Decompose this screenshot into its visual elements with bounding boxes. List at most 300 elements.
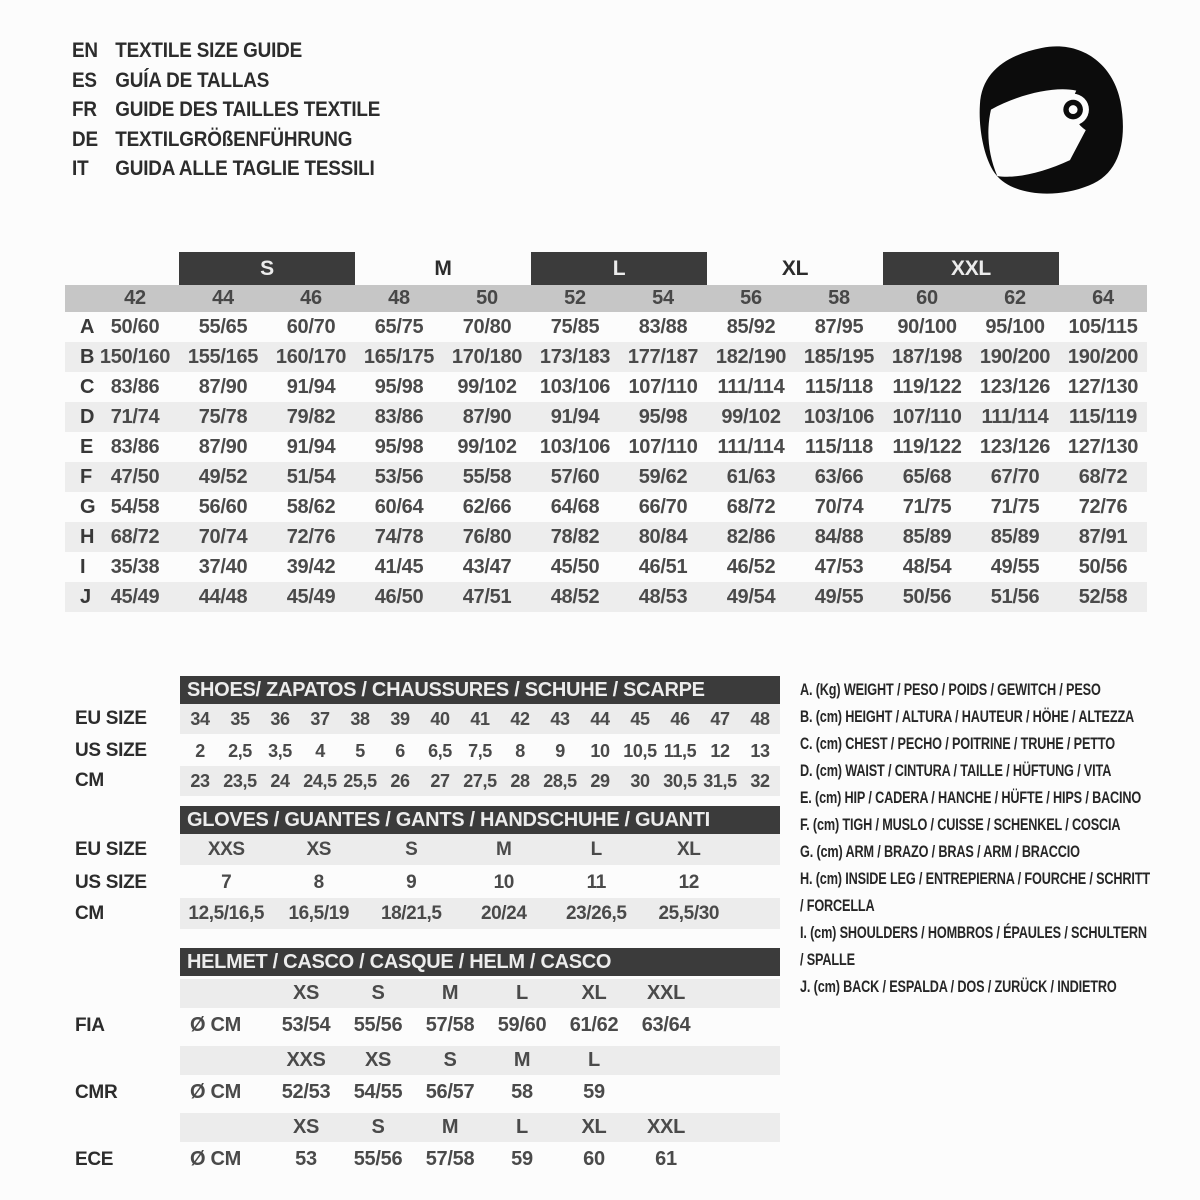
value-cell: 23,5 — [223, 770, 257, 791]
value-cell: 37 — [310, 708, 330, 729]
textile-value-cell: 70/74 — [814, 495, 864, 518]
value-cell: 38 — [350, 708, 370, 729]
textile-row-label: B — [80, 345, 95, 368]
language-row — [72, 36, 380, 66]
value-cell: 30 — [630, 770, 650, 791]
row-values — [180, 898, 780, 929]
textile-value-cell: 150/160 — [99, 345, 171, 368]
guide-title: GUIDE DES TAILLES TEXTILE — [115, 98, 381, 121]
textile-value-cell: 48/54 — [902, 555, 952, 578]
value-cell: 28,5 — [543, 770, 577, 791]
textile-value-cell: 115/119 — [1069, 405, 1137, 428]
value-cell: 5 — [355, 740, 365, 761]
textile-numeric-size-band — [65, 285, 1147, 312]
diameter-unit-label: Ø CM — [190, 1148, 242, 1170]
textile-value-cell: 105/115 — [1068, 315, 1138, 338]
textile-value-cell: 50/56 — [902, 585, 952, 608]
value-cell: 27,5 — [463, 770, 497, 791]
textile-value-cell: 107/110 — [628, 375, 698, 398]
size-group-XL: XL — [781, 256, 809, 280]
textile-value-cell: 48/52 — [550, 585, 600, 608]
textile-value-cell: 37/40 — [198, 555, 248, 578]
textile-value-cell: 123/126 — [979, 435, 1051, 458]
textile-value-cell: 49/55 — [990, 555, 1040, 578]
textile-value-cell: 70/74 — [198, 525, 248, 548]
textile-value-cell: 111/114 — [717, 375, 785, 398]
textile-value-cell: 74/78 — [374, 525, 424, 548]
helmet-size-cell: L — [516, 982, 528, 1004]
textile-value-cell: 39/42 — [286, 555, 336, 578]
textile-value-cell: 46/50 — [374, 585, 424, 608]
textile-row-F — [65, 462, 1147, 492]
helmet-size-cell: XL — [581, 982, 607, 1004]
helmet-size-cell: S — [443, 1049, 457, 1071]
language-row — [72, 154, 380, 184]
helmet-value-cell: 59/60 — [497, 1014, 547, 1036]
size-group-S: S — [179, 252, 355, 285]
shoes-table-title: SHOES/ ZAPATOS / CHAUSSURES / SCHUHE / SCARPE — [180, 676, 780, 704]
textile-value-cell: 99/102 — [457, 375, 517, 398]
value-cell: 2 — [195, 740, 205, 761]
language-code: FR — [72, 98, 97, 121]
size-row-eu-size — [75, 704, 780, 734]
value-cell: 11,5 — [663, 740, 697, 761]
textile-value-cell: 85/89 — [990, 525, 1040, 548]
textile-value-cell: 65/75 — [374, 315, 424, 338]
textile-value-cell: 155/165 — [187, 345, 259, 368]
guide-title: TEXTILGRÖßENFÜHRUNG — [115, 127, 353, 151]
textile-value-cell: 95/98 — [374, 375, 424, 398]
textile-value-cell: 187/198 — [891, 345, 963, 368]
textile-value-cell: 51/54 — [286, 465, 336, 488]
legend-item: E. (cm) HIP / CADERA / HANCHE / HÜFTE / HIPS / BACINO — [800, 788, 1142, 807]
helmet-value-cell: 56/57 — [425, 1081, 475, 1103]
textile-value-cell: 87/90 — [462, 405, 512, 428]
value-cell: 39 — [390, 708, 410, 729]
value-cell: L — [590, 838, 602, 860]
helmet-data-values — [180, 1142, 780, 1177]
textile-value-cell: 62/66 — [462, 495, 512, 518]
numeric-size-cell: 46 — [300, 287, 322, 309]
helmet-size-cell: XXL — [647, 1116, 685, 1138]
textile-row-I — [65, 552, 1147, 582]
helmet-value-cell: 57/58 — [425, 1014, 475, 1036]
diameter-unit-label: Ø CM — [190, 1014, 242, 1036]
shoes-table-rows — [75, 704, 780, 796]
textile-value-cell: 91/94 — [550, 405, 600, 428]
textile-row-label: F — [80, 465, 92, 488]
textile-value-cell: 182/190 — [715, 345, 787, 368]
helmet-sizes-values — [180, 979, 780, 1008]
textile-value-cell: 59/62 — [638, 465, 688, 488]
textile-value-cell: 190/200 — [1067, 345, 1139, 368]
value-cell: M — [496, 838, 512, 860]
helmet-data-row-fia — [75, 1008, 780, 1043]
textile-value-cell: 75/78 — [198, 405, 248, 428]
helmet-size-cell: M — [513, 1049, 531, 1071]
standard-label: CMR — [75, 1081, 118, 1103]
value-cell: 3,5 — [268, 740, 292, 761]
helmet-value-cell: 53/54 — [281, 1014, 331, 1036]
textile-row-label: H — [80, 525, 95, 548]
textile-value-cell: 35/38 — [110, 555, 160, 578]
row-label: CM — [75, 770, 104, 791]
measurement-legend — [800, 676, 1150, 1000]
textile-value-cell: 45/50 — [550, 555, 600, 578]
numeric-size-cell: 54 — [652, 287, 674, 309]
textile-value-cell: 119/122 — [892, 435, 962, 458]
numeric-size-cell: 48 — [388, 287, 410, 309]
textile-value-cell: 45/49 — [286, 585, 336, 608]
size-row-cm — [75, 766, 780, 796]
row-label-spacer — [75, 1046, 180, 1075]
row-label-spacer — [75, 979, 180, 1008]
value-cell: 36 — [270, 708, 290, 729]
textile-row-J — [65, 582, 1147, 612]
numeric-size-cell: 64 — [1092, 287, 1114, 309]
language-code: EN — [72, 39, 98, 62]
gloves-size-section — [75, 806, 780, 929]
numeric-size-cell: 44 — [212, 287, 234, 309]
textile-value-cell: 45/49 — [110, 585, 160, 608]
row-label: EU SIZE — [75, 838, 147, 860]
textile-value-cell: 83/88 — [638, 315, 688, 338]
helmet-sizes-values — [180, 1113, 780, 1142]
helmet-size-cell: XS — [292, 1116, 320, 1138]
value-cell: 24 — [270, 770, 290, 791]
textile-row-label: I — [80, 555, 86, 578]
textile-value-cell: 72/76 — [1078, 495, 1128, 518]
guide-title: GUIDA ALLE TAGLIE TESSILI — [115, 157, 375, 180]
textile-value-cell: 49/55 — [814, 585, 864, 608]
helmet-value-cell: 61 — [655, 1148, 677, 1170]
textile-row-label: A — [80, 315, 95, 338]
legend-item: D. (cm) WAIST / CINTURA / TAILLE / HÜFTUNG / VITA — [800, 761, 1112, 780]
textile-value-cell: 90/100 — [897, 315, 957, 338]
legend-item: F. (cm) TIGH / MUSLO / CUISSE / SCHENKEL / COSCIA — [800, 815, 1121, 834]
size-group-XXL: XXL — [883, 252, 1059, 285]
helmet-size-section — [75, 948, 780, 1177]
size-row-us-size — [75, 867, 780, 898]
helmet-data-values — [180, 1008, 780, 1043]
textile-value-cell: 53/56 — [374, 465, 424, 488]
helmet-value-cell: 54/55 — [353, 1081, 403, 1103]
row-values — [180, 736, 780, 766]
textile-value-cell: 111/114 — [981, 405, 1049, 428]
helmet-data-row-cmr — [75, 1075, 780, 1110]
value-cell: 23 — [190, 770, 210, 791]
row-label: US SIZE — [75, 740, 147, 761]
language-title-block — [72, 36, 380, 184]
row-label: CM — [75, 902, 104, 924]
value-cell: 24,5 — [303, 770, 337, 791]
helmet-icon — [972, 35, 1130, 200]
textile-value-cell: 107/110 — [892, 405, 962, 428]
row-values — [180, 867, 780, 898]
textile-value-cell: 47/50 — [110, 465, 160, 488]
textile-row-C — [65, 372, 1147, 402]
helmet-size-cell: L — [516, 1116, 528, 1138]
value-cell: XS — [306, 838, 332, 860]
helmet-value-cell: 58 — [511, 1081, 533, 1103]
value-cell: 47 — [710, 708, 730, 729]
value-cell: 41 — [470, 708, 490, 729]
value-cell: 25,5 — [343, 770, 377, 791]
size-row-eu-size — [75, 834, 780, 865]
textile-value-cell: 119/122 — [892, 375, 962, 398]
textile-value-cell: 43/47 — [462, 555, 512, 578]
textile-value-cell: 46/51 — [638, 555, 688, 578]
standard-label: FIA — [75, 1014, 105, 1036]
textile-value-cell: 47/53 — [814, 555, 864, 578]
textile-value-cell: 50/60 — [110, 315, 160, 338]
row-values — [180, 766, 780, 796]
textile-value-cell: 99/102 — [721, 405, 781, 428]
value-cell: 7 — [221, 871, 232, 893]
value-cell: 8 — [313, 871, 324, 893]
numeric-size-cell: 42 — [124, 287, 146, 309]
value-cell: 30,5 — [663, 770, 697, 791]
textile-value-cell: 115/118 — [805, 435, 873, 458]
value-cell: 28 — [510, 770, 530, 791]
value-cell: 32 — [750, 770, 770, 791]
textile-value-cell: 99/102 — [457, 435, 517, 458]
language-row — [72, 95, 380, 125]
textile-value-cell: 67/70 — [990, 465, 1040, 488]
textile-row-label: D — [80, 405, 95, 428]
textile-value-cell: 48/53 — [638, 585, 688, 608]
legend-item: H. (cm) INSIDE LEG / ENTREPIERNA / FOURCHE / SCHRITT / FORCELLA — [800, 869, 1150, 915]
textile-value-cell: 87/90 — [198, 375, 248, 398]
textile-value-cell: 107/110 — [628, 435, 698, 458]
textile-value-cell: 127/130 — [1067, 435, 1139, 458]
textile-value-cell: 103/106 — [539, 375, 611, 398]
textile-value-cell: 87/95 — [814, 315, 864, 338]
textile-value-cell: 52/58 — [1078, 585, 1128, 608]
row-label: US SIZE — [75, 871, 147, 893]
textile-value-cell: 50/56 — [1078, 555, 1128, 578]
textile-row-label: J — [80, 585, 91, 608]
textile-value-cell: 61/63 — [726, 465, 776, 488]
size-group-L: L — [531, 252, 707, 285]
size-row-cm — [75, 898, 780, 929]
textile-value-cell: 68/72 — [726, 495, 776, 518]
value-cell: 31,5 — [703, 770, 737, 791]
textile-value-cell: 79/82 — [286, 405, 336, 428]
language-code: IT — [72, 157, 89, 180]
value-cell: 11 — [586, 871, 606, 893]
value-cell: 10 — [590, 740, 610, 761]
value-cell: 10,5 — [623, 740, 657, 761]
value-cell: 44 — [590, 708, 610, 729]
value-cell: 2,5 — [228, 740, 252, 761]
value-cell: 23/26,5 — [565, 902, 627, 924]
helmet-size-cell: L — [588, 1049, 600, 1071]
textile-row-label: C — [80, 375, 95, 398]
textile-value-cell: 55/58 — [462, 465, 512, 488]
value-cell: 6 — [395, 740, 405, 761]
legend-item: I. (cm) SHOULDERS / HOMBROS / ÉPAULES / SCHULTERN / SPALLE — [800, 923, 1147, 969]
textile-value-cell: 60/70 — [286, 315, 336, 338]
value-cell: 25,5/30 — [658, 902, 720, 924]
language-row — [72, 125, 380, 155]
textile-value-cell: 49/52 — [198, 465, 248, 488]
textile-value-cell: 123/126 — [979, 375, 1051, 398]
value-cell: 48 — [750, 708, 770, 729]
value-cell: 29 — [590, 770, 610, 791]
gloves-table-title: GLOVES / GUANTES / GANTS / HANDSCHUHE / GUANTI — [180, 806, 780, 834]
textile-value-cell: 76/80 — [462, 525, 512, 548]
legend-item: J. (cm) BACK / ESPALDA / DOS / ZURÜCK / INDIETRO — [800, 977, 1117, 996]
helmet-size-cell: XS — [364, 1049, 392, 1071]
row-values — [180, 704, 780, 734]
textile-value-cell: 177/187 — [627, 345, 699, 368]
helmet-value-cell: 61/62 — [569, 1014, 619, 1036]
helmet-sizes-row-cmr — [75, 1046, 780, 1075]
value-cell: 8 — [515, 740, 525, 761]
textile-value-cell: 78/82 — [550, 525, 600, 548]
helmet-value-cell: 63/64 — [641, 1014, 691, 1036]
shoes-size-section — [75, 676, 780, 796]
textile-value-cell: 71/75 — [902, 495, 952, 518]
textile-value-cell: 49/54 — [726, 585, 776, 608]
helmet-size-cell: M — [441, 1116, 459, 1138]
textile-row-H — [65, 522, 1147, 552]
value-cell: 12 — [710, 740, 730, 761]
textile-value-cell: 83/86 — [374, 405, 424, 428]
textile-value-cell: 111/114 — [717, 435, 785, 458]
textile-value-cell: 95/98 — [374, 435, 424, 458]
textile-value-cell: 71/75 — [990, 495, 1040, 518]
textile-value-cell: 70/80 — [462, 315, 512, 338]
textile-value-cell: 63/66 — [814, 465, 864, 488]
value-cell: XL — [677, 838, 701, 860]
value-cell: 45 — [630, 708, 650, 729]
language-code: DE — [72, 127, 98, 151]
value-cell: 34 — [190, 708, 210, 729]
textile-value-cell: 185/195 — [803, 345, 875, 368]
helmet-size-cell: S — [371, 982, 385, 1004]
size-row-us-size — [75, 736, 780, 766]
legend-item: A. (Kg) WEIGHT / PESO / POIDS / GEWITCH / PESO — [800, 680, 1101, 699]
textile-value-cell: 58/62 — [286, 495, 336, 518]
textile-value-cell: 95/100 — [985, 315, 1045, 338]
helmet-value-cell: 55/56 — [353, 1148, 403, 1170]
row-values — [180, 834, 780, 865]
helmet-table-title: HELMET / CASCO / CASQUE / HELM / CASCO — [180, 948, 780, 976]
value-cell: 9 — [555, 740, 565, 761]
textile-value-cell: 56/60 — [198, 495, 248, 518]
helmet-value-cell: 55/56 — [353, 1014, 403, 1036]
textile-row-label: E — [80, 435, 94, 458]
value-cell: 16,5/19 — [288, 902, 350, 924]
textile-value-cell: 95/98 — [638, 405, 688, 428]
helmet-size-cell: XL — [581, 1116, 607, 1138]
textile-value-cell: 60/64 — [374, 495, 424, 518]
helmet-value-cell: 59 — [511, 1148, 533, 1170]
size-group-M: M — [434, 256, 452, 280]
legend-item: B. (cm) HEIGHT / ALTURA / HAUTEUR / HÖHE / ALTEZZA — [800, 707, 1135, 726]
numeric-size-cell: 62 — [1004, 287, 1026, 309]
helmet-size-cell: XS — [292, 982, 320, 1004]
textile-value-cell: 64/68 — [550, 495, 600, 518]
value-cell: 18/21,5 — [380, 902, 442, 924]
value-cell: 40 — [430, 708, 450, 729]
helmet-data-values — [180, 1075, 780, 1110]
language-code: ES — [72, 68, 97, 92]
value-cell: 27 — [430, 770, 450, 791]
value-cell: 26 — [390, 770, 410, 791]
value-cell: XXS — [207, 838, 245, 860]
textile-value-cell: 54/58 — [110, 495, 160, 518]
textile-value-cell: 65/68 — [902, 465, 952, 488]
textile-row-A — [65, 312, 1147, 342]
guide-title: GUÍA DE TALLAS — [115, 68, 270, 92]
value-cell: 12,5/16,5 — [188, 902, 265, 924]
helmet-icon-svg — [972, 35, 1130, 200]
textile-row-B — [65, 342, 1147, 372]
textile-value-cell: 173/183 — [539, 345, 611, 368]
value-cell: 4 — [315, 740, 325, 761]
textile-size-table — [65, 252, 1147, 612]
size-group-spacer — [1059, 252, 1147, 285]
textile-value-cell: 85/92 — [726, 315, 776, 338]
textile-value-cell: 87/90 — [198, 435, 248, 458]
helmet-value-cell: 53 — [295, 1148, 317, 1170]
language-row — [72, 66, 380, 96]
textile-row-G — [65, 492, 1147, 522]
guide-title: TEXTILE SIZE GUIDE — [115, 39, 303, 62]
value-cell: 43 — [550, 708, 570, 729]
row-label: EU SIZE — [75, 708, 147, 729]
value-cell: 20/24 — [480, 902, 527, 924]
textile-value-cell: 170/180 — [451, 345, 523, 368]
textile-value-cell: 83/86 — [110, 435, 160, 458]
textile-value-cell: 84/88 — [814, 525, 864, 548]
textile-value-cell: 68/72 — [1078, 465, 1128, 488]
value-cell: 35 — [230, 708, 250, 729]
textile-value-cell: 72/76 — [286, 525, 336, 548]
textile-value-cell: 160/170 — [275, 345, 347, 368]
value-cell: 13 — [750, 740, 770, 761]
value-cell: 12 — [678, 871, 699, 893]
textile-value-cell: 87/91 — [1078, 525, 1128, 548]
numeric-size-cell: 56 — [740, 287, 762, 309]
textile-row-label: G — [80, 495, 96, 518]
textile-value-cell: 190/200 — [979, 345, 1051, 368]
standard-label: ECE — [75, 1148, 114, 1170]
textile-value-cell: 115/118 — [805, 375, 873, 398]
helmet-size-cell: M — [441, 982, 459, 1004]
value-cell: 42 — [510, 708, 530, 729]
helmet-sizes-row-ece — [75, 1113, 780, 1142]
helmet-table-rows — [75, 979, 780, 1177]
textile-value-cell: 103/106 — [803, 405, 875, 428]
textile-value-cell: 91/94 — [286, 375, 336, 398]
textile-value-cell: 82/86 — [726, 525, 776, 548]
value-cell: 9 — [406, 871, 417, 893]
textile-value-cell: 47/51 — [462, 585, 512, 608]
legend-item: G. (cm) ARM / BRAZO / BRAS / ARM / BRACCIO — [800, 842, 1080, 861]
textile-value-cell: 57/60 — [550, 465, 600, 488]
textile-size-group-header — [65, 252, 1147, 285]
numeric-size-cell: 58 — [828, 287, 850, 309]
textile-value-cell: 46/52 — [726, 555, 776, 578]
textile-value-cell: 51/56 — [990, 585, 1040, 608]
size-group-spacer — [65, 252, 179, 285]
textile-row-D — [65, 402, 1147, 432]
textile-value-cell: 127/130 — [1067, 375, 1139, 398]
